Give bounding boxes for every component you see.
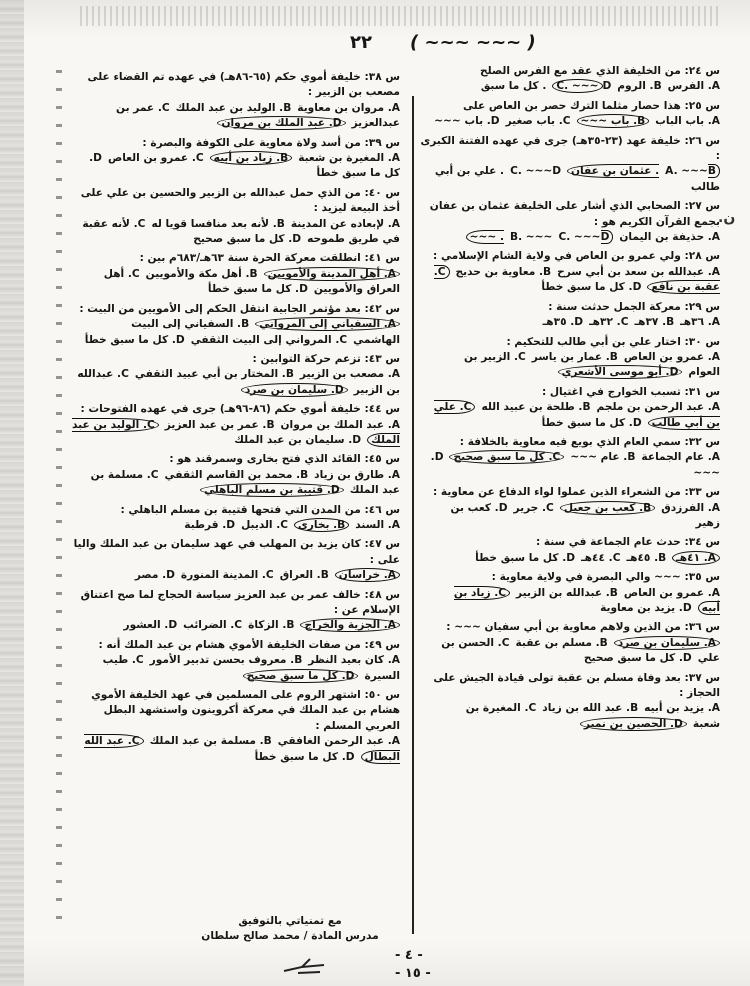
answer-option: B. محمد بن القاسم الثقفي: [164, 468, 309, 481]
question-text: س ٣٦: من الذين ولاهم معاوية بن أبي سفيان ~~~ :: [446, 621, 720, 634]
answer-option: B. أهل مكة والأمويين: [145, 267, 258, 280]
question-options: [420, 551, 720, 566]
answer-option: D. كل ما سبق خطأ: [475, 551, 576, 564]
question-text: س ٤٠: من الذي حمل عبدالله بن الزبير والحسين بن علي على أخذ البيعة ليزيد :: [80, 186, 400, 215]
question-text: س ٣٤: حدث عام الجماعة في سنة :: [535, 536, 720, 549]
question-item: [420, 385, 720, 431]
circled-answer-option: A. الجزية والخراج: [300, 618, 400, 632]
question-text: س ٢٨: ولي عمرو بن العاص في ولاية الشام الإسلامي :: [433, 250, 720, 263]
answer-option: B. ٤٥هـ: [626, 551, 667, 564]
question-text: س ٣٥: ~~~ والي البصرة في ولاية معاوية :: [491, 571, 720, 584]
question-options: [70, 468, 400, 499]
circled-answer-option: B. زياد بن أبيه: [210, 151, 293, 165]
top-scan-noise: [80, 6, 720, 26]
answer-option: A. عبد الملك بن مروان: [280, 418, 400, 431]
question-options: [420, 501, 720, 532]
question-item: [70, 352, 400, 398]
question-text: س ٢٥: هذا حصار مثلما الترك حصر بن العاص على: [462, 99, 720, 112]
answer-option: A. مروان بن معاوية: [297, 101, 400, 114]
answer-option: C. عمر بن عبدالعزيز: [116, 101, 400, 130]
answer-option: C. المدينة المنورة: [180, 569, 274, 582]
answer-option: C. ~~~: [510, 165, 553, 178]
question-options: [70, 267, 400, 298]
question-item: [420, 64, 720, 95]
question-text: س ٣٨: خليفة أموي حكم (٦٥-٨٦هـ) في عهده تم القضاء على مصعب بن الزبير :: [87, 71, 400, 99]
question-options: [420, 315, 720, 330]
answer-option: B. الوليد بن عبد الملك: [175, 101, 292, 114]
question-text: س ٣٢: سمي العام الذي بويع فيه معاوية بالخلافة :: [459, 435, 720, 448]
answer-option: D. العشور: [123, 619, 178, 632]
question-text: س ٤٩: من صفات الخليفة الأموي هشام بن عبد الملك أنه :: [98, 638, 400, 651]
column-divider: [412, 96, 414, 934]
answer-option: C. جرير: [513, 501, 554, 514]
answer-option: B. مسلم بن عقبة: [515, 636, 608, 649]
answer-option: A. حذيفة بن اليمان: [619, 231, 720, 244]
question-text: س ٤٤: خليفة أموي حكم (٨٦-٩٦هـ) جرى في عهده الفتوحات :: [80, 403, 400, 416]
question-options: [420, 586, 720, 617]
answer-option: D. علي بن أبي طالب: [434, 165, 720, 193]
answer-option: D. ~~~: [430, 451, 720, 479]
answer-option: A. ~~~: [665, 165, 708, 178]
question-text: س ٤١: انطلقت معركة الحرة سنة ٦٣هـ/٦٨٣م بين :: [139, 252, 400, 265]
answer-option: D. كل ما سبق خطأ: [541, 416, 642, 429]
question-text: س ٣٠: اختار علي بن أبي طالب للتحكيم :: [506, 335, 720, 348]
answer-option: C. عبدالله بن الزبير: [77, 368, 400, 396]
page-header-title: ( ~~~ ~~~ ): [410, 32, 536, 53]
circled-answer-option: D. عبد الملك بن مروان: [217, 116, 345, 130]
question-text: س ٣٧: بعد وفاة مسلم بن عقبة تولى قيادة الجيش على الحجاز :: [433, 671, 720, 700]
answer-option: C. ٤٤هـ: [581, 551, 621, 564]
question-item: [420, 435, 720, 481]
question-item: [420, 99, 720, 130]
answer-option: D. كل ما سبق خطأ: [207, 283, 308, 296]
answer-option: D. كل ما سبق خطأ: [89, 152, 400, 180]
answer-option: A. مصعب بن الزبير: [299, 368, 400, 381]
question-options: [420, 701, 720, 732]
answer-option: B. معاوية بن حديج: [455, 265, 552, 278]
question-item: [420, 335, 720, 381]
question-options: [420, 114, 720, 129]
question-options: [70, 518, 400, 533]
margin-note: .ن: [718, 210, 736, 226]
answer-option: C. لأنه عقبة في طريق طموحه: [82, 217, 400, 246]
answer-option: A. السند: [355, 518, 400, 531]
circled-answer-option: C. عقبة بن نافع: [433, 265, 720, 294]
circled-answer-option: C. علي بن أبي طالب: [433, 401, 720, 429]
question-text: س ٤٥: القائد الذي فتح بخارى وسمرقند هو :: [169, 453, 400, 466]
answer-option: B. المختار بن أبي عبيد الثقفي: [134, 368, 294, 381]
answer-option: A. المغيرة بن شعبة: [298, 152, 400, 165]
question-text: س ٣١: تسبب الخوارج في اغتيال :: [541, 385, 720, 398]
question-item: [420, 199, 720, 245]
answer-option: C. الزبير بن العوام: [464, 350, 720, 379]
circled-answer-option: C. عبد الله البطال: [84, 735, 400, 763]
circled-answer-option: C. كل ما سبق صحيح: [449, 450, 564, 464]
question-item: [70, 638, 400, 684]
question-item: [70, 688, 400, 765]
answer-option: B. طلحة بن عبيد الله: [481, 401, 591, 414]
circled-answer-option: B. بخارى: [294, 518, 349, 532]
answer-option: D. قرطبة: [184, 518, 236, 531]
answer-option: B. الزكاة: [248, 619, 295, 632]
question-text: س ٢٧: الصحابي الذي أشار على الخليفة عثمان بن عفان بجمع القرآن الكريم هو :: [429, 200, 720, 228]
question-options: [420, 164, 720, 195]
answer-option: C. طيب السيرة: [102, 654, 400, 682]
answer-option: C. ٣٢هـ: [589, 316, 629, 329]
answer-option: B. عمار بن ياسر: [531, 350, 618, 363]
answer-option: D. باب ~~~: [434, 115, 500, 128]
question-options: [70, 734, 400, 765]
footer-teacher: مدرس المادة / محمد صالح سلطان: [201, 930, 379, 942]
circled-answer-option: C. زياد بن أبيه: [453, 586, 720, 614]
answer-option: A. يزيد بن أبيه: [644, 702, 720, 715]
question-item: [70, 588, 400, 634]
answer-option: C. الحسن بن علي: [441, 636, 720, 665]
circled-answer-option: C. ~~~: [552, 79, 602, 93]
circled-answer-option: A. خراسان: [335, 568, 400, 582]
question-text: س ٣٣: من الشعراء الذين عملوا لواء الدفاع عن معاوية :: [432, 486, 720, 499]
answer-option: A. كان بعيد النظر: [308, 654, 400, 667]
circled-answer-option: D. ~~~: [466, 230, 614, 244]
answer-option: B. عام ~~~: [570, 451, 636, 464]
question-text: س ٢٩: معركة الجمل حدثت سنة :: [548, 300, 720, 313]
circled-answer-option: A. سليمان بن صرد: [614, 636, 720, 650]
answer-option: B. عمر بن عبد العزيز: [164, 418, 275, 431]
question-item: [420, 300, 720, 331]
answer-option: C. المرواني إلى البيت الثقفي: [190, 333, 348, 346]
question-options: [70, 217, 400, 248]
circled-answer-option: D. الحصين بن نمير: [580, 717, 687, 731]
answer-option: D. ٣٥هـ: [542, 316, 584, 329]
answer-option: C. المغيرة بن شعبة: [465, 702, 720, 730]
circled-answer-option: B. باب ~~~: [577, 114, 650, 128]
question-options: [70, 568, 400, 583]
answer-option: A. عبد الرحمن الغافقي: [277, 735, 400, 748]
answer-option: B. معروف بحسن تدبير الأمور: [149, 654, 303, 667]
answer-option: D. كل ما سبق: [480, 80, 612, 93]
answer-option: C. الديبل: [241, 518, 289, 531]
question-text: س ٢٤: من الخليفة الذي عقد مع الفرس الصلح: [479, 65, 720, 77]
answer-option: C. عمرو بن العاص: [107, 152, 204, 165]
question-item: [70, 136, 400, 182]
question-item: [420, 570, 720, 616]
question-options: [70, 151, 400, 182]
scanner-edge-strip: [0, 0, 24, 986]
answer-option: B. عبد الله بن زياد: [542, 702, 639, 715]
answer-option: B. عبدالله بن الزبير: [516, 586, 618, 599]
answer-option: C. أهل العراق والأمويين: [103, 267, 400, 296]
answer-option: A. عبدالله بن سعد بن أبي سرح: [557, 265, 720, 278]
question-options: [70, 418, 400, 449]
question-options: [420, 450, 720, 481]
question-text: س ٤٣: تزعم حركة التوابين :: [252, 352, 400, 365]
signature-mark: [280, 955, 330, 977]
question-item: [70, 251, 400, 297]
circled-answer-option: D. أبو موسى الأشعري: [558, 365, 683, 379]
question-item: [70, 70, 400, 132]
question-options: [70, 367, 400, 398]
question-item: [420, 134, 720, 196]
answer-option: A. الفرس: [667, 80, 720, 93]
question-item: [70, 186, 400, 248]
footer-wish: مع تمنياتي بالتوفيق: [238, 915, 342, 927]
question-item: [420, 249, 720, 295]
answer-option: A. الفرزدق: [661, 501, 720, 514]
question-options: [420, 350, 720, 381]
circled-answer-option: D. سليمان بن صرد: [241, 383, 348, 397]
answer-option: B. الروم: [617, 80, 662, 93]
answer-option: D. كل ما سبق خطأ: [254, 750, 355, 763]
answer-option: B. السفياني إلى البيت الهاشمي: [131, 318, 400, 346]
answer-option: D. مصر: [134, 569, 175, 582]
question-options: [70, 653, 400, 684]
question-item: [420, 485, 720, 531]
answer-option: D. كل ما سبق خطأ: [84, 333, 185, 346]
question-item: [420, 671, 720, 733]
question-text: س ٣٩: من أسد ولاة معاوية على الكوفة والبصرة :: [142, 136, 400, 149]
answer-option: B. ~~~: [510, 231, 553, 244]
question-text: س ٤٧: كان يزيد بن المهلب في عهد سليمان بن عبد الملك واليا على :: [73, 538, 400, 566]
answer-option: B. مسلمة بن عبد الملك: [149, 735, 272, 748]
answer-option: A. ٣٦هـ: [680, 316, 720, 329]
page-number-first: - ٤ -: [395, 948, 423, 963]
answer-option: A. عمرو بن العاص: [623, 350, 720, 363]
circled-answer-option: A. السفياني إلى المرواني: [255, 317, 400, 331]
question-text: س ٥٠: اشتهر الروم على المسلمين في عهد الخليفة الأموي هشام بن عبد الملك في معركة أكروينون واستشهد البطل العربي المسلم :: [91, 689, 400, 732]
answer-option: D. كل ما سبق خطأ: [541, 281, 642, 294]
circled-answer-option: D. كل ما سبق صحيح: [243, 669, 359, 683]
answer-option: D. كل ما سبق صحيح: [193, 233, 302, 246]
question-options: [420, 265, 720, 296]
circled-answer-option: A. أهل المدينة والأمويين: [264, 267, 400, 281]
answer-option: C. الضرائب: [183, 619, 243, 632]
answer-option: B. لأنه بعد منافسا قويا له: [151, 217, 285, 230]
question-options: [70, 317, 400, 348]
question-item: [70, 503, 400, 534]
answer-option: D. سليمان بن عبد الملك: [234, 433, 362, 446]
answer-option: A. لإبعاده عن المدينة: [290, 217, 400, 230]
circled-answer-option: D. قتيبة بن مسلم الباهلي: [200, 483, 344, 497]
answer-option: B. ٣٧هـ: [634, 316, 675, 329]
answer-option: C. مسلمة بن عبد الملك: [90, 468, 400, 497]
question-options: [70, 101, 400, 132]
left-question-column: [70, 70, 400, 769]
question-options: [70, 618, 400, 633]
answer-option: D. كل ما سبق صحيح: [583, 652, 692, 665]
question-text: س ٤٨: خالف عمر بن عبد العزيز سياسة الحجاج لما صح اعتناق الإسلام عن :: [80, 588, 400, 616]
question-options: [420, 400, 720, 431]
page-number-second: - ١٥ -: [395, 966, 431, 981]
question-item: [70, 537, 400, 583]
question-text: س ٤٦: من المدن التي فتحها قتيبة بن مسلم الباهلي :: [120, 503, 400, 516]
circled-answer-option: B. كعب بن جعيل: [560, 501, 655, 515]
left-margin-marks: [56, 70, 62, 930]
answer-option: A. عام الجماعة: [641, 451, 720, 464]
question-options: [420, 79, 720, 94]
circled-answer-option: B. عثمان بن عفان: [567, 164, 720, 178]
page-header-number: ٢٢: [350, 32, 372, 53]
answer-option: A. طارق بن زياد: [314, 468, 400, 481]
footer: [160, 914, 420, 944]
answer-option: C. ~~~: [558, 231, 601, 244]
answer-option: A. عبد الرحمن بن ملجم: [596, 401, 720, 414]
question-item: [420, 620, 720, 666]
question-options: [420, 230, 720, 245]
question-item: [70, 302, 400, 348]
question-item: [70, 402, 400, 448]
answer-option: C. باب صغير: [505, 115, 571, 128]
question-item: [420, 535, 720, 566]
right-question-column: [420, 64, 720, 736]
answer-option: D. يزيد بن معاوية: [600, 602, 692, 614]
answer-option: A. باب الباب: [655, 115, 720, 128]
answer-option: B. العراق: [279, 569, 329, 582]
circled-answer-option: C. الوليد بن عبد الملك: [72, 418, 400, 446]
circled-answer-option: A. ٤١هـ: [672, 551, 720, 565]
answer-option: D. كعب بن زهير: [450, 501, 720, 529]
question-text: س ٢٦: خليفة عهد (٢٣-٣٥هـ) جرى في عهده الفتنة الكبرى :: [420, 134, 720, 163]
question-text: س ٤٢: بعد مؤتمر الجابية انتقل الحكم إلى الأمويين من البيت :: [79, 302, 400, 315]
question-options: [420, 636, 720, 667]
answer-option: A. عمرو بن العاص: [623, 586, 720, 599]
question-item: [70, 452, 400, 498]
